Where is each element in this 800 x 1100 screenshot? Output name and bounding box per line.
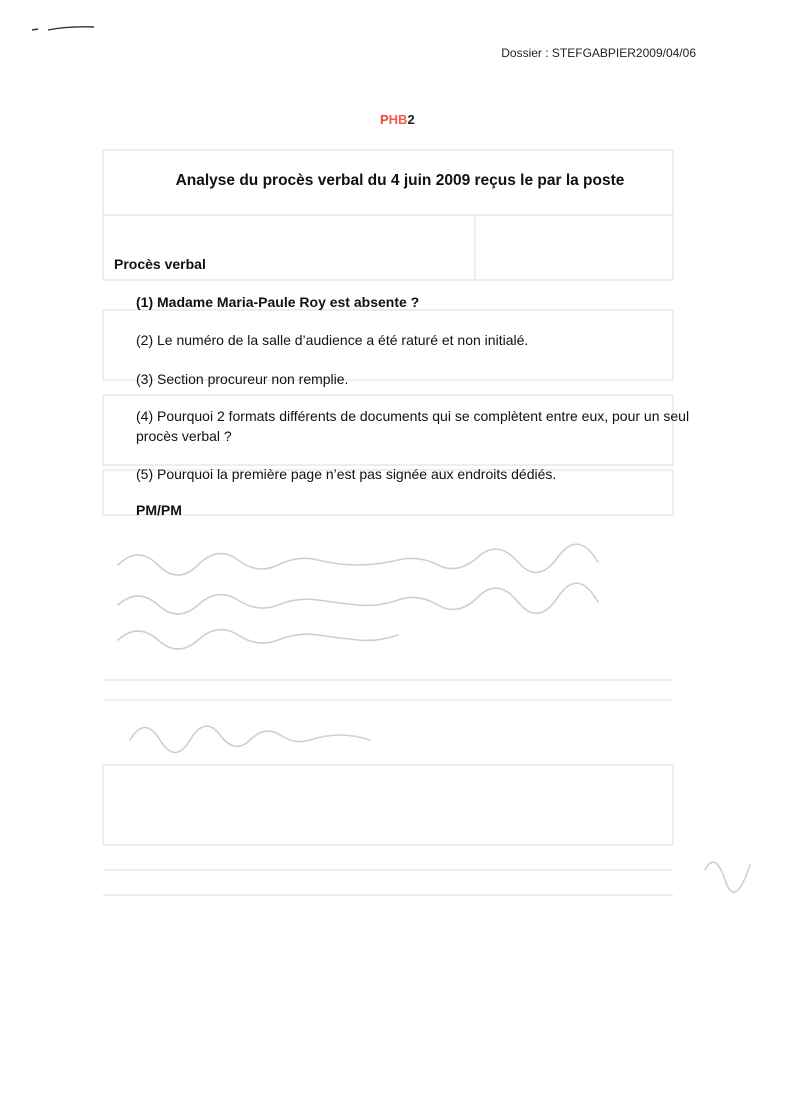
list-item-text: Section procureur non remplie. <box>157 371 349 387</box>
author-initials: PM/PM <box>136 502 182 518</box>
list-item-text: Le numéro de la salle d’audience a été raturé et non initialé. <box>157 332 529 348</box>
list-item-text: Pourquoi 2 formats différents de documents qui se complètent entre eux, pour un seul procès verbal ? <box>136 408 690 444</box>
document-code <box>380 112 415 127</box>
dossier-reference: Dossier : STEFGABPIER2009/04/06 <box>501 46 696 60</box>
list-item-number: (5) <box>136 466 154 482</box>
list-item-text: Madame Maria-Paule Roy est absente ? <box>157 294 420 310</box>
document-code-2: 2 <box>407 112 415 127</box>
section-heading: Procès verbal <box>114 256 206 272</box>
list-item <box>136 292 696 312</box>
list-item-number: (4) <box>136 408 154 424</box>
list-item-number: (2) <box>136 332 154 348</box>
scan-corner-mark <box>28 18 108 38</box>
list-item <box>136 330 696 350</box>
list-item <box>136 369 696 389</box>
document-title: Analyse du procès verbal du 4 juin 2009 reçus le par la poste <box>175 172 625 189</box>
list-item <box>136 406 706 446</box>
list-item-number: (1) <box>136 294 154 310</box>
list-item <box>136 464 696 484</box>
document-code-p: P <box>380 112 389 127</box>
document-code-hb: HB <box>388 112 408 127</box>
list-item-text: Pourquoi la première page n’est pas signée aux endroits dédiés. <box>157 466 557 482</box>
list-item-number: (3) <box>136 371 154 387</box>
